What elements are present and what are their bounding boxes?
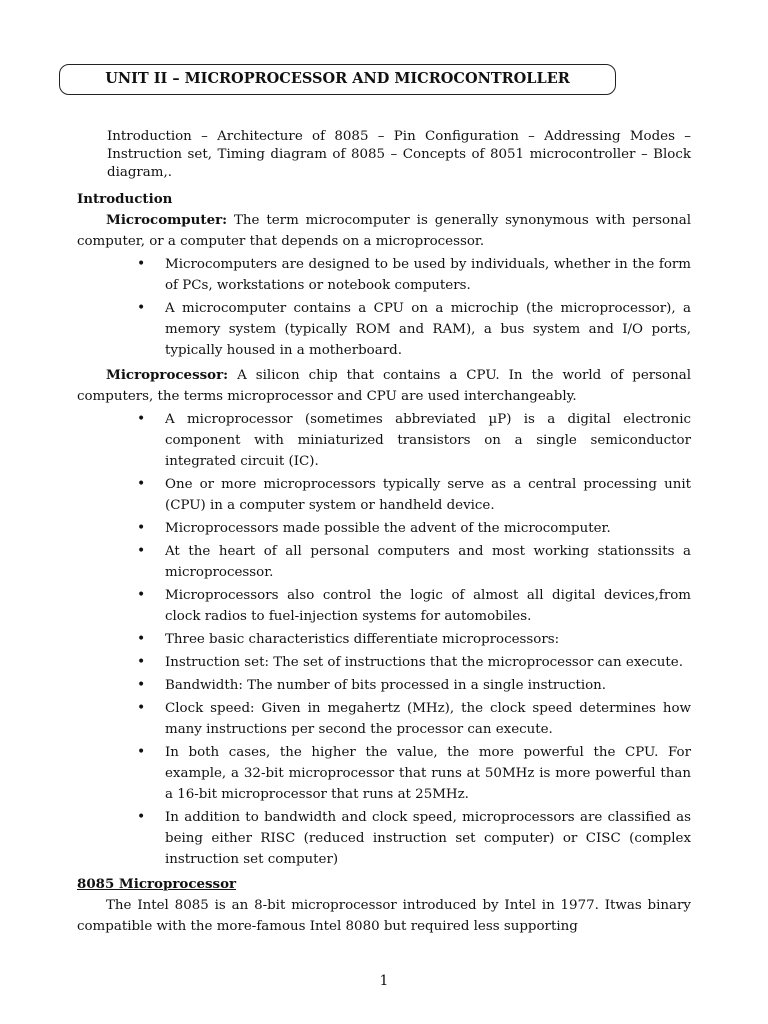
list-item: • Instruction set: The set of instructions that the microprocessor can execute. — [77, 652, 691, 673]
microprocessor-bullet-list — [77, 409, 691, 870]
microprocessor-definition — [77, 365, 691, 407]
page-number: 1 — [379, 973, 389, 989]
topics-summary: Introduction – Architecture of 8085 – Pin Configuration – Addressing Modes – Instruction set, Timing diagram of 8085 – Concepts of 8051 microcontroller – Block diagram,. — [107, 129, 691, 180]
list-item: • A microcomputer contains a CPU on a microchip (the microprocessor), a memory system (typically ROM and RAM), a bus system and I/O ports, typically housed in a motherboard. — [77, 298, 691, 361]
list-item: • A microprocessor (sometimes abbreviated µP) is a digital electronic component with miniaturized transistors on a single semiconductor integrated circuit (IC). — [77, 409, 691, 472]
unit-title: UNIT II – MICROPROCESSOR AND MICROCONTROLLER — [105, 70, 570, 87]
microprocessor-text: A silicon chip that contains a CPU. In the world of personal computers, the terms microprocessor and CPU are used interchangeably. — [77, 368, 691, 404]
microprocessor-term: Microprocessor: — [106, 367, 229, 383]
list-item: • In both cases, the higher the value, the more powerful the CPU. For example, a 32-bit microprocessor that runs at 50MHz is more powerful than a 16-bit microprocessor that runs at 25MHz. — [77, 742, 691, 805]
microcomputer-text: The term microcomputer is generally synonymous with personal computer, or a computer that depends on a microprocessor. — [77, 213, 691, 249]
section-8085-heading: 8085 Microprocessor — [77, 876, 237, 892]
list-item: • Clock speed: Given in megahertz (MHz), the clock speed determines how many instructions per second the processor can execute. — [77, 698, 691, 740]
microcomputer-definition — [77, 210, 691, 252]
unit-title-box — [59, 64, 616, 95]
document-body — [77, 128, 691, 937]
list-item: • Bandwidth: The number of bits processed in a single instruction. — [77, 675, 691, 696]
list-item: • Three basic characteristics differentiate microprocessors: — [77, 629, 691, 650]
list-item: • One or more microprocessors typically serve as a central processing unit (CPU) in a computer system or handheld device. — [77, 474, 691, 516]
list-item: • In addition to bandwidth and clock speed, microprocessors are classified as being either RISC (reduced instruction set computer) or CISC (complex instruction set computer) — [77, 807, 691, 870]
section-8085-text: The Intel 8085 is an 8-bit microprocessor introduced by Intel in 1977. Itwas binary compatible with the more-famous Intel 8080 but required less supporting — [77, 898, 691, 934]
microcomputer-bullet-list — [77, 254, 691, 361]
list-item: • Microcomputers are designed to be used by individuals, whether in the form of PCs, workstations or notebook computers. — [77, 254, 691, 296]
list-item: • Microprocessors made possible the advent of the microcomputer. — [77, 518, 691, 539]
microcomputer-term: Microcomputer: — [106, 212, 228, 228]
introduction-heading: Introduction — [77, 191, 173, 207]
list-item: • Microprocessors also control the logic of almost all digital devices,from clock radios to fuel-injection systems for automobiles. — [77, 585, 691, 627]
list-item: • At the heart of all personal computers and most working stationssits a microprocessor. — [77, 541, 691, 583]
